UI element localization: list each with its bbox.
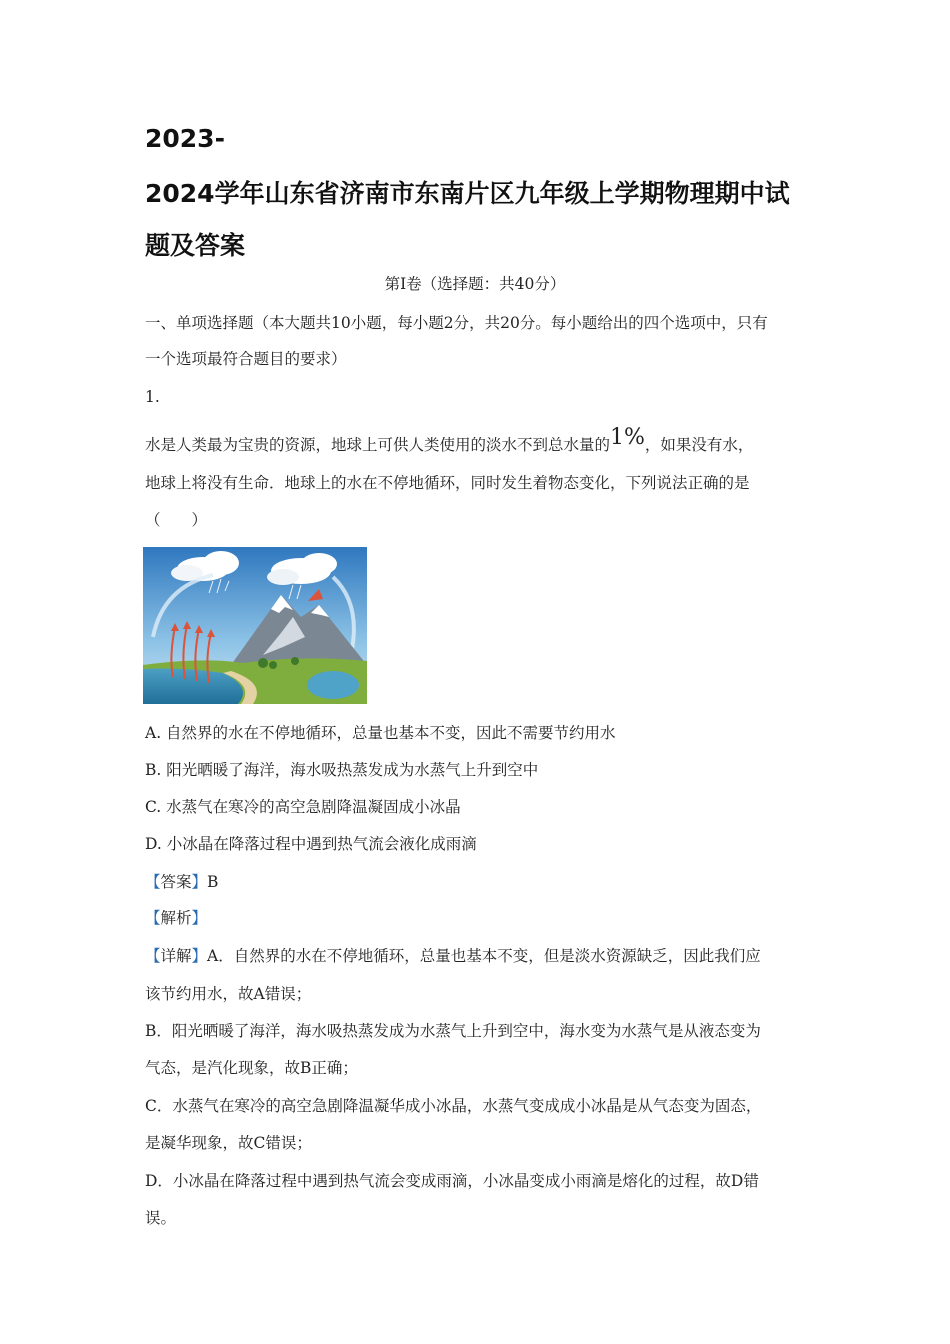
answer-label: 答案: [160, 873, 192, 891]
answer-bracket-open: 【: [145, 873, 161, 891]
detail-line-a-2: 该节约用水，故A错误；: [145, 985, 312, 1003]
document-title-line-2: 2024学年山东省济南市东南片区九年级上学期物理期中试: [145, 179, 790, 208]
detail-line-b-2: 气态，是汽化现象，故B正确；: [145, 1059, 358, 1077]
water-cycle-illustration: [143, 547, 367, 704]
question-stem-text-b: ，如果没有水，: [644, 436, 754, 454]
detail-line-b-1: B．阳光晒暖了海洋，海水吸热蒸发成为水蒸气上升到空中，海水变为水蒸气是从液态变为: [145, 1022, 761, 1040]
answer-line: [145, 872, 815, 892]
option-a: A. 自然界的水在不停地循环，总量也基本不变，因此不需要节约用水: [145, 724, 616, 742]
detail-label: 详解: [160, 947, 192, 965]
question-stem-line-3: （ ）: [145, 511, 208, 529]
document-title-line-1: 2023-: [145, 124, 225, 153]
lake: [307, 671, 359, 699]
detail-bracket-close: 】: [191, 947, 208, 965]
question-stem-percent: 1%: [610, 425, 645, 450]
answer-bracket-close: 】: [191, 873, 208, 891]
analysis-bracket-close: 】: [191, 909, 208, 927]
document-title-line-3: 题及答案: [145, 231, 246, 260]
detail-line-c-1: C．水蒸气在寒冷的高空急剧降温凝华成小冰晶，水蒸气变成成小冰晶是从气态变为固态，: [145, 1097, 762, 1115]
detail-bracket-open: 【: [145, 947, 161, 965]
analysis-label: 解析: [160, 909, 192, 927]
answer-value: B: [207, 873, 219, 891]
question-stem-text-a: 水是人类最为宝贵的资源，地球上可供人类使用的淡水不到总水量的: [145, 436, 611, 454]
analysis-bracket-open: 【: [145, 909, 161, 927]
question-number: 1.: [145, 388, 160, 406]
detail-a-text-1: A．自然界的水在不停地循环，总量也基本不变，但是淡水资源缺乏，因此我们应: [207, 947, 761, 965]
question-stem-line-2: 地球上将没有生命．地球上的水在不停地循环，同时发生着物态变化，下列说法正确的是: [145, 474, 750, 492]
option-c: C. 水蒸气在寒冷的高空急剧降温凝固成小冰晶: [145, 798, 461, 816]
detail-line-d-1: D．小冰晶在降落过程中遇到热气流会变成雨滴，小冰晶变成小雨滴是熔化的过程，故D错: [145, 1172, 759, 1190]
detail-line-a-1: [145, 946, 815, 966]
section-instructions-line-2: 一个选项最符合题目的要求）: [145, 350, 347, 368]
section-instructions-line-1: 一、单项选择题（本大题共10小题，每小题2分，共20分。每小题给出的四个选项中，只有: [145, 314, 768, 332]
section-heading: 第Ⅰ卷（选择题：共40分）: [384, 275, 566, 293]
detail-line-d-2: 误。: [145, 1209, 177, 1227]
detail-line-c-2: 是凝华现象，故C错误；: [145, 1134, 312, 1152]
analysis-heading: [145, 908, 815, 928]
question-stem-line-1: [145, 425, 815, 455]
option-d: D. 小冰晶在降落过程中遇到热气流会液化成雨滴: [145, 835, 477, 853]
option-b: B. 阳光晒暖了海洋，海水吸热蒸发成为水蒸气上升到空中: [145, 761, 539, 779]
